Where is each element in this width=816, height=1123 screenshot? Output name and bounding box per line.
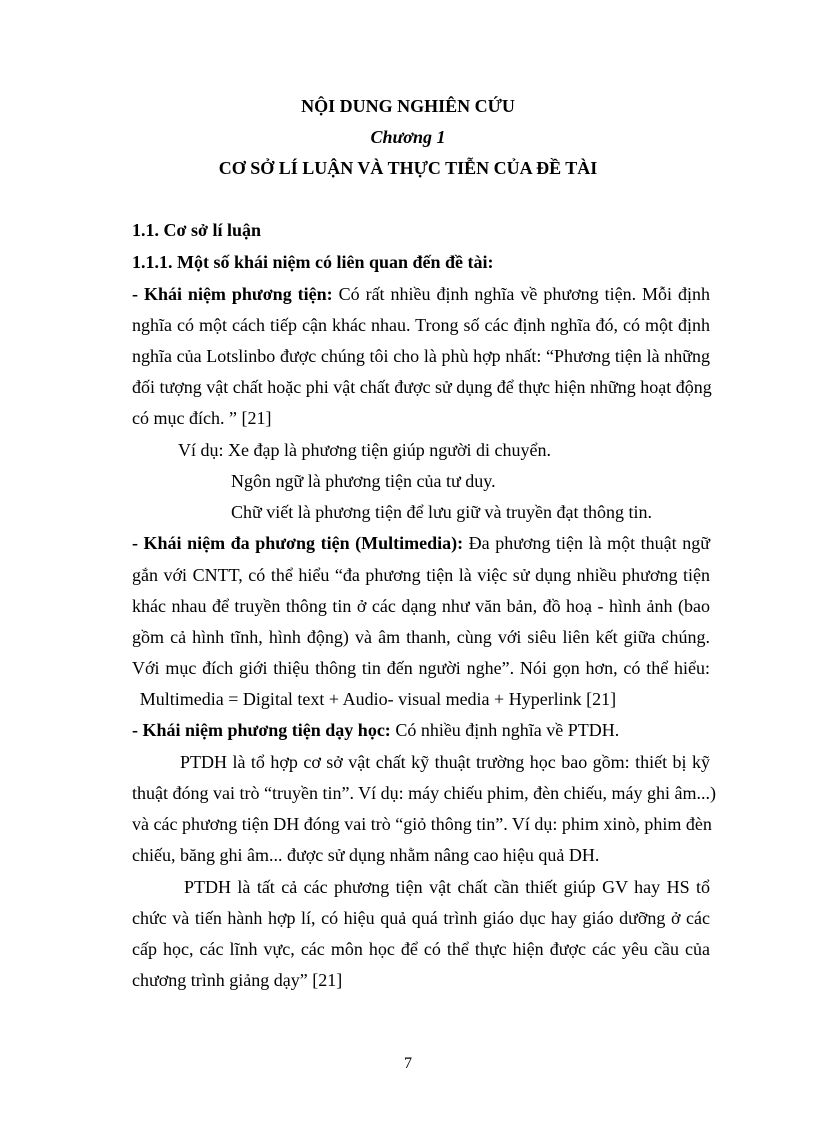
paragraph-line: thuật đóng vai trò “truyền tin”. Ví dụ: máy chiếu phim, đèn chiếu, máy ghi âm...) (132, 783, 717, 803)
paragraph-line: khác nhau để truyền thông tin ở các dạng như văn bản, đồ hoạ - hình ảnh (bao (132, 596, 710, 616)
paragraph-line: Với mục đích giới thiệu thông tin đến người nghe”. Nói gọn hơn, có thể hiểu: (132, 658, 710, 678)
paragraph-line: - Khái niệm phương tiện dạy học: Có nhiều định nghĩa về PTDH. (132, 720, 620, 740)
paragraph-line: - Khái niệm phương tiện: Có rất nhiều định nghĩa về phương tiện. Mỗi định (132, 284, 710, 304)
term-phuong-tien: - Khái niệm phương tiện: (132, 284, 333, 304)
paragraph-line: có mục đích. ” [21] (132, 408, 272, 428)
paragraph-line: PTDH là tổ hợp cơ sở vật chất kỹ thuật trường học bao gồm: thiết bị kỹ (180, 752, 710, 772)
paragraph-line: nghĩa của Lotslinbo được chúng tôi cho là phù hợp nhất: “Phương tiện là những (132, 346, 710, 366)
paragraph-line: và các phương tiện DH đóng vai trò “giỏ thông tin”. Ví dụ: phim xinò, phim đèn (132, 814, 712, 834)
paragraph-line: chiếu, băng ghi âm... được sử dụng nhằm nâng cao hiệu quả DH. (132, 845, 600, 865)
section-title: NỘI DUNG NGHIÊN CỨU (301, 96, 515, 116)
example-line: Ví dụ: Xe đạp là phương tiện giúp người di chuyển. (178, 440, 551, 460)
chapter-label: Chương 1 (370, 127, 446, 147)
term-multimedia: - Khái niệm đa phương tiện (Multimedia): (132, 533, 464, 553)
paragraph-line: gắn với CNTT, có thể hiểu “đa phương tiện là việc sử dụng nhiều phương tiện (132, 565, 710, 585)
page-number: 7 (404, 1055, 412, 1072)
paragraph-line: cấp học, các lĩnh vực, các môn học để có thể thực hiện được các yêu cầu của (132, 939, 710, 959)
paragraph-line: chức và tiến hành hợp lí, có hiệu quả quá trình giáo dục hay giáo dưỡng ở các (132, 908, 710, 928)
paragraph-line: đối tượng vật chất hoặc phi vật chất được sử dụng để thực hiện những hoạt động (132, 377, 712, 397)
multimedia-formula: Multimedia = Digital text + Audio- visual media + Hyperlink [21] (139, 689, 617, 709)
example-line: Chữ viết là phương tiện để lưu giữ và truyền đạt thông tin. (231, 502, 652, 522)
paragraph-line: - Khái niệm đa phương tiện (Multimedia): Đa phương tiện là một thuật ngữ (132, 533, 710, 553)
heading-1-1-1: 1.1.1. Một số khái niệm có liên quan đến đề tài: (132, 252, 494, 272)
heading-1-1: 1.1. Cơ sở lí luận (132, 220, 261, 240)
paragraph-line: gồm cả hình tĩnh, hình động) và âm thanh, cùng với siêu liên kết giữa chúng. (132, 627, 710, 647)
term-ptdh: - Khái niệm phương tiện dạy học: (132, 720, 391, 740)
chapter-title: CƠ SỞ LÍ LUẬN VÀ THỰC TIỄN CỦA ĐỀ TÀI (218, 158, 598, 178)
example-line: Ngôn ngữ là phương tiện của tư duy. (231, 471, 496, 491)
paragraph-line: nghĩa có một cách tiếp cận khác nhau. Trong số các định nghĩa đó, có một định (132, 315, 710, 335)
paragraph-line: PTDH là tất cả các phương tiện vật chất cần thiết giúp GV hay HS tổ (184, 877, 710, 897)
paragraph-line: chương trình giảng dạy” [21] (132, 970, 343, 990)
